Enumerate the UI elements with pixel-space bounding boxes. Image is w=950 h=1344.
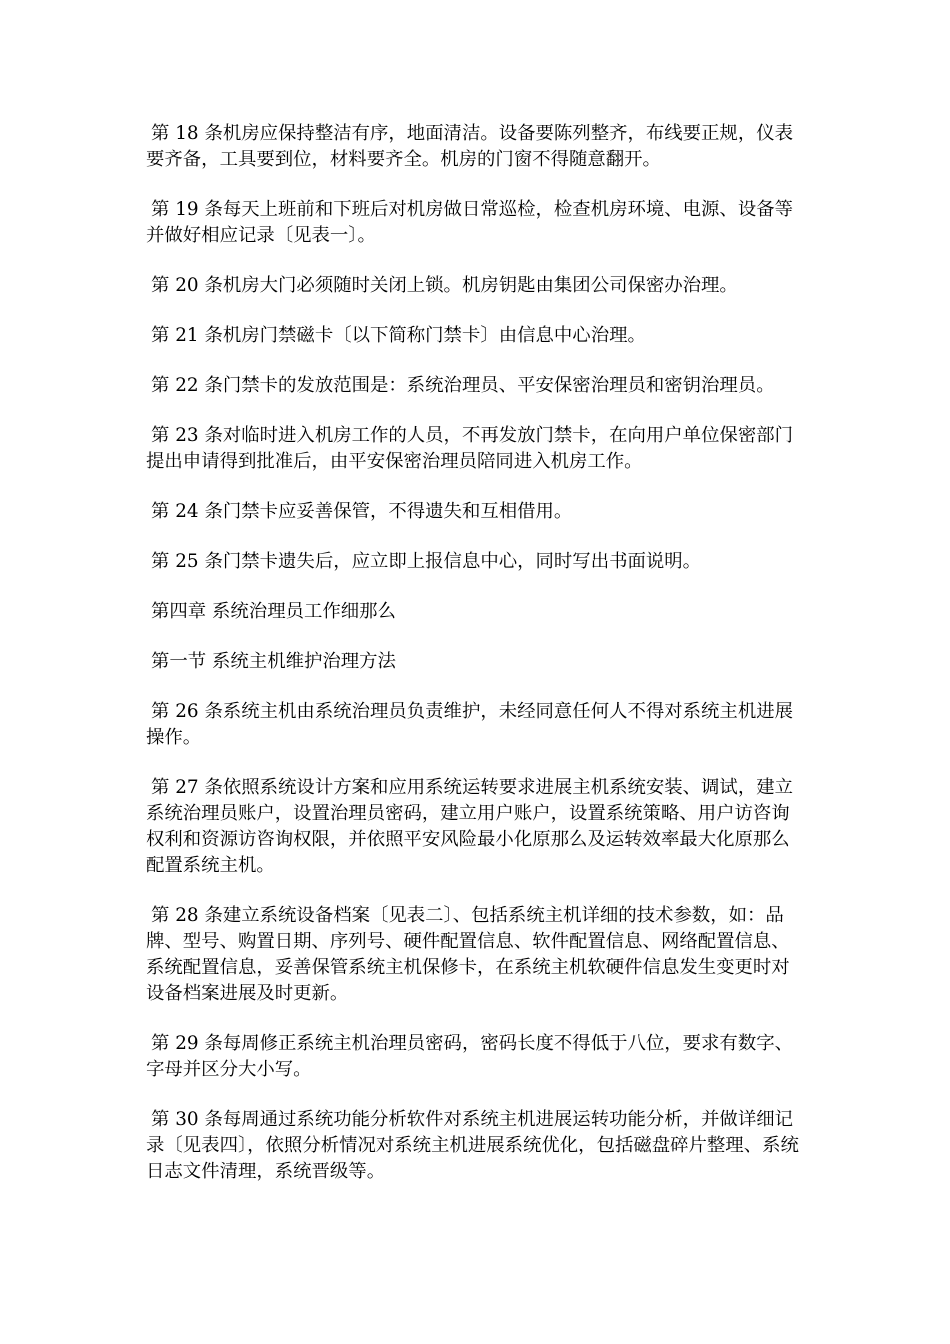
article-26: 第 26 条系统主机由系统治理员负责维护，未经同意任何人不得对系统主机进展操作。 [146, 701, 793, 748]
section-heading: 第一节 系统主机维护治理方法 [151, 651, 396, 672]
chapter-heading: 第四章 系统治理员工作细那么 [151, 601, 396, 622]
article-19: 第 19 条每天上班前和下班后对机房做日常巡检，检查机房环境、电源、设备等并做好相应记录〔见表一〕。 [146, 199, 793, 246]
article-24: 第 24 条门禁卡应妥善保管，不得遗失和互相借用。 [151, 501, 573, 522]
article-29: 第 29 条每周修正系统主机治理员密码，密码长度不得低于八位，要求有数字、字母并区分大小写。 [146, 1033, 793, 1080]
document-body [146, 121, 804, 1209]
article-30: 第 30 条每周通过系统功能分析软件对系统主机进展运转功能分析，并做详细记录〔见表四〕，依照分析情况对系统主机进展系统优化，包括磁盘碎片整理、系统日志文件清理，系统晋级等。 [146, 1109, 799, 1182]
article-23: 第 23 条对临时进入机房工作的人员，不再发放门禁卡，在向用户单位保密部门提出申请得到批准后，由平安保密治理员陪同进入机房工作。 [146, 425, 793, 472]
article-22: 第 22 条门禁卡的发放范围是：系统治理员、平安保密治理员和密钥治理员。 [151, 375, 775, 396]
article-27: 第 27 条依照系统设计方案和应用系统运转要求进展主机系统安装、调试，建立系统治理员账户，设置治理员密码，建立用户账户，设置系统策略、用户访咨询权利和资源访咨询权限，并依照平安风险最小化原那么及运转效率最大化原那么配置系统主机。 [146, 777, 793, 876]
article-21: 第 21 条机房门禁磁卡〔以下简称门禁卡〕由信息中心治理。 [151, 325, 646, 346]
article-18: 第 18 条机房应保持整洁有序，地面清洁。设备要陈列整齐，布线要正规，仪表要齐备，工具要到位，材料要齐全。机房的门窗不得随意翻开。 [146, 123, 793, 170]
article-28: 第 28 条建立系统设备档案〔见表二〕、包括系统主机详细的技术参数，如：品牌、型号、购置日期、序列号、硬件配置信息、软件配置信息、网络配置信息、系统配置信息，妥善保管系统主机保修卡，在系统主机软硬件信息发生变更时对设备档案进展及时更新。 [146, 905, 790, 1004]
article-25: 第 25 条门禁卡遗失后，应立即上报信息中心，同时写出书面说明。 [151, 551, 702, 572]
article-20: 第 20 条机房大门必须随时关闭上锁。机房钥匙由集团公司保密办治理。 [151, 275, 738, 296]
